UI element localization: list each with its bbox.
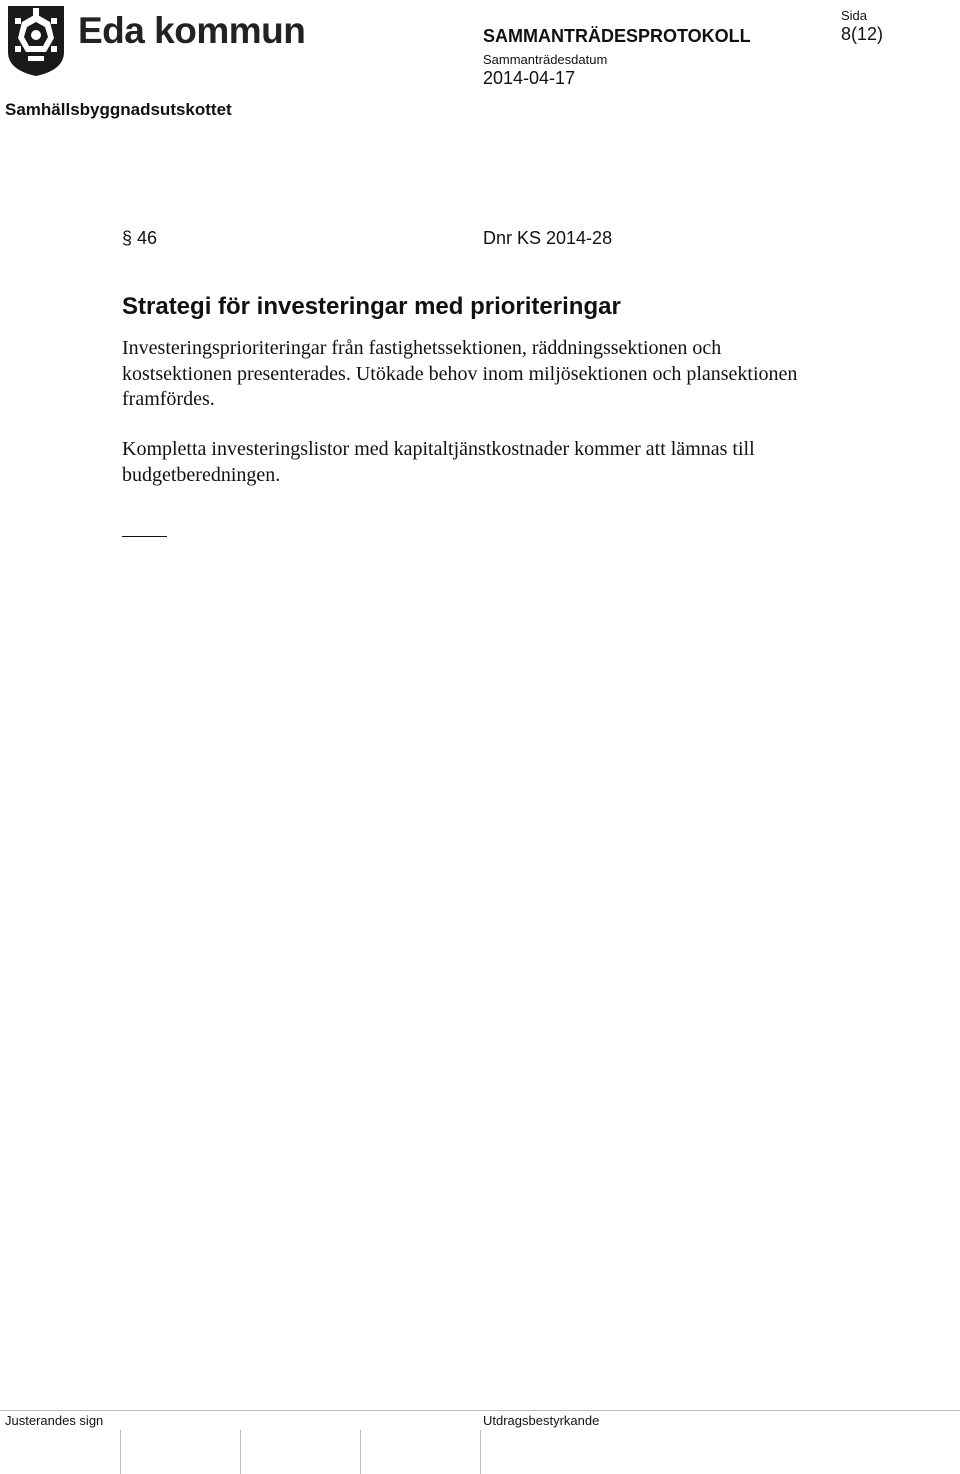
signature-box-divider: [240, 1430, 241, 1474]
paragraph-number: § 46: [122, 228, 158, 248]
signature-box-divider: [360, 1430, 361, 1474]
page-number: 8(12): [841, 24, 884, 44]
footer-divider: [0, 1410, 960, 1411]
body-paragraph: Kompletta investeringslistor med kapitaltjänstkostnader kommer att lämnas till budgetberedningen.: [122, 438, 755, 486]
body-paragraph: Investeringsprioriteringar från fastighetssektionen, räddningssektionen och kostsektionen presenterades. Utökade behov inom miljösektionen och plansektionen framfördes.: [122, 337, 798, 410]
signature-box-divider: [480, 1430, 481, 1474]
certification-label: Utdragsbestyrkande: [483, 1413, 600, 1428]
signer-label: Justerandes sign: [5, 1413, 104, 1428]
item-title: Strategi för investeringar med prioriteringar: [122, 293, 621, 320]
meeting-date-label: Sammanträdesdatum: [483, 52, 608, 67]
case-number: Dnr KS 2014-28: [483, 228, 613, 248]
end-of-section-rule: [122, 536, 167, 537]
page-label: Sida: [841, 8, 868, 23]
document-type: SAMMANTRÄDESPROTOKOLL: [483, 26, 751, 46]
organization-name: Eda kommun: [78, 10, 306, 51]
signature-box-divider: [120, 1430, 121, 1474]
municipal-coat-of-arms-icon: [6, 4, 66, 78]
committee-name: Samhällsbyggnadsutskottet: [5, 100, 232, 119]
meeting-date: 2014-04-17: [483, 68, 576, 88]
